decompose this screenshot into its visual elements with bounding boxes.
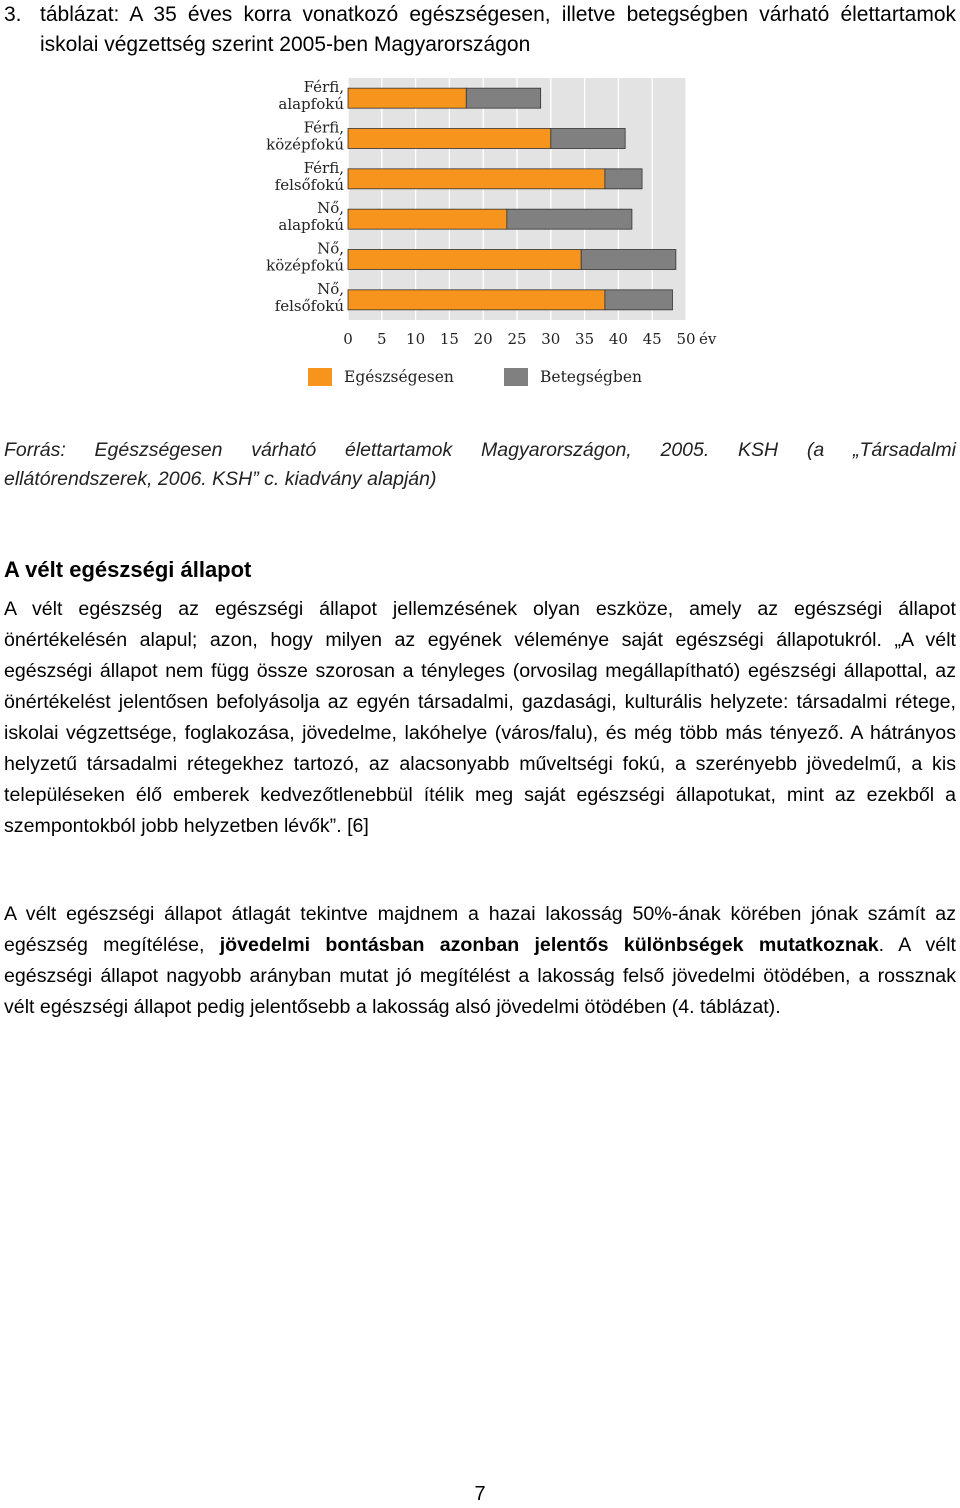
x-tick-label: 5 <box>377 330 387 348</box>
x-unit-label: év <box>699 330 717 348</box>
chart-svg <box>240 70 730 400</box>
category-label <box>278 78 344 113</box>
source-line-1 <box>4 436 956 465</box>
category-label-line: felsőfokú <box>274 296 344 315</box>
category-label-line: középfokú <box>266 135 344 154</box>
bar-healthy <box>348 290 605 310</box>
life-expectancy-chart <box>240 70 730 400</box>
x-tick-label: 15 <box>439 330 459 348</box>
x-tick-label: 0 <box>343 330 353 348</box>
source-word: Forrás: <box>4 439 66 461</box>
source-line-2: ellátórendszerek, 2006. KSH” c. kiadvány alapján) <box>4 468 437 490</box>
legend-label: Egészségesen <box>344 368 454 386</box>
category-label <box>266 119 344 154</box>
source-word: KSH <box>738 439 779 461</box>
bar-healthy <box>348 88 466 108</box>
x-tick-label: 45 <box>642 330 662 348</box>
paragraph-2-part-1: A vélt egészségi állapot átlagát tekintve majdnem a hazai lakosság 50%-ának körében jónak számít az egészség megítélése, <box>4 903 956 956</box>
x-tick-label: 30 <box>541 330 561 348</box>
category-label <box>266 240 344 275</box>
source-word: (a <box>806 439 825 461</box>
bar-ill <box>605 169 642 189</box>
page-number: 7 <box>474 1483 486 1505</box>
category-label-line: Férfi, <box>303 158 344 177</box>
table-title-text: táblázat: A 35 éves korra vonatkozó egészségesen, illetve betegségben várható élettartamok iskolai végzettség szerint 2005-ben Magyarországon <box>40 3 956 56</box>
x-tick-label: 10 <box>406 330 426 348</box>
legend-swatch <box>504 368 528 386</box>
category-label-line: alapfokú <box>278 216 344 235</box>
category-label-line: alapfokú <box>278 95 344 114</box>
x-tick-label: 20 <box>473 330 493 348</box>
x-tick-label: 25 <box>507 330 527 348</box>
paragraph-2-part-2: . A vélt egészségi állapot nagyobb arányban mutat jó megítélést a lakosság felső jövedelmi ötödében, a rossznak vélt egészségi állapot pedig jelentősebb a lakosság alsó jövedelmi ötödében (4. táblázat). <box>4 934 957 1018</box>
bar-healthy <box>348 250 581 270</box>
table-title <box>4 0 956 60</box>
category-label-line: felsőfokú <box>274 175 344 194</box>
bar-healthy <box>348 209 507 229</box>
source-word: élettartamok <box>344 439 453 461</box>
x-tick-label: 40 <box>608 330 628 348</box>
bar-healthy <box>348 129 551 149</box>
category-label <box>278 199 344 234</box>
source-word: várható <box>251 439 317 461</box>
bar-ill <box>551 129 625 149</box>
paragraph-2-bold: jövedelmi bontásban azonban jelentős különbségek mutatkoznak <box>219 934 879 956</box>
bar-ill <box>581 250 676 270</box>
category-label-line: Férfi, <box>303 118 344 137</box>
category-label-line: középfokú <box>266 256 344 275</box>
legend-swatch <box>308 368 332 386</box>
bar-ill <box>507 209 632 229</box>
section-heading: A vélt egészségi állapot <box>4 557 252 582</box>
category-label-line: Nő, <box>317 199 344 218</box>
source-word: Magyarországon, <box>481 439 632 461</box>
bar-ill <box>466 88 540 108</box>
legend-label: Betegségben <box>540 368 643 386</box>
paragraph-2 <box>4 899 956 1023</box>
bar-ill <box>605 290 673 310</box>
category-label <box>275 280 345 315</box>
x-tick-label: 50 <box>676 330 696 348</box>
paragraph-1: A vélt egészség az egészségi állapot jellemzésének olyan eszköze, amely az egészségi állapot önértékelésén alapul; azon, hogy milyen az egyének véleménye saját egészségi állapotukról. „A vélt egészségi állapot nem függ össze szorosan a tényleges (orvosilag megállapítható) egészségi állapottal, az önértékelést jelentősen befolyásolja az egyén társadalmi, gazdasági, kulturális helyzete: társadalmi rétege, iskolai végzettsége, foglakozása, jövedelme, lakóhelye (város/falu), és még több más tényező. A hátrányos helyzetű társadalmi rétegekhez tartozó, az alacsonyabb műveltségi fokú, a szerényebb jövedelmű, a kis településeken élő emberek kedvezőtlenebbül ítélik meg saját egészségi állapotukat, mint az ezekből a szempontokból jobb helyzetben lévők”. [6] <box>4 598 956 837</box>
category-label-line: Nő, <box>317 279 344 298</box>
source-word: 2005. <box>660 439 710 461</box>
x-tick-label: 35 <box>575 330 595 348</box>
table-number: 3. <box>4 3 22 26</box>
bar-healthy <box>348 169 605 189</box>
source-word: „Társadalmi <box>852 439 956 461</box>
category-label-line: Férfi, <box>303 78 344 97</box>
source-word: Egészségesen <box>94 439 223 461</box>
category-label <box>275 159 345 194</box>
category-label-line: Nő, <box>317 239 344 258</box>
source-note <box>4 436 956 494</box>
